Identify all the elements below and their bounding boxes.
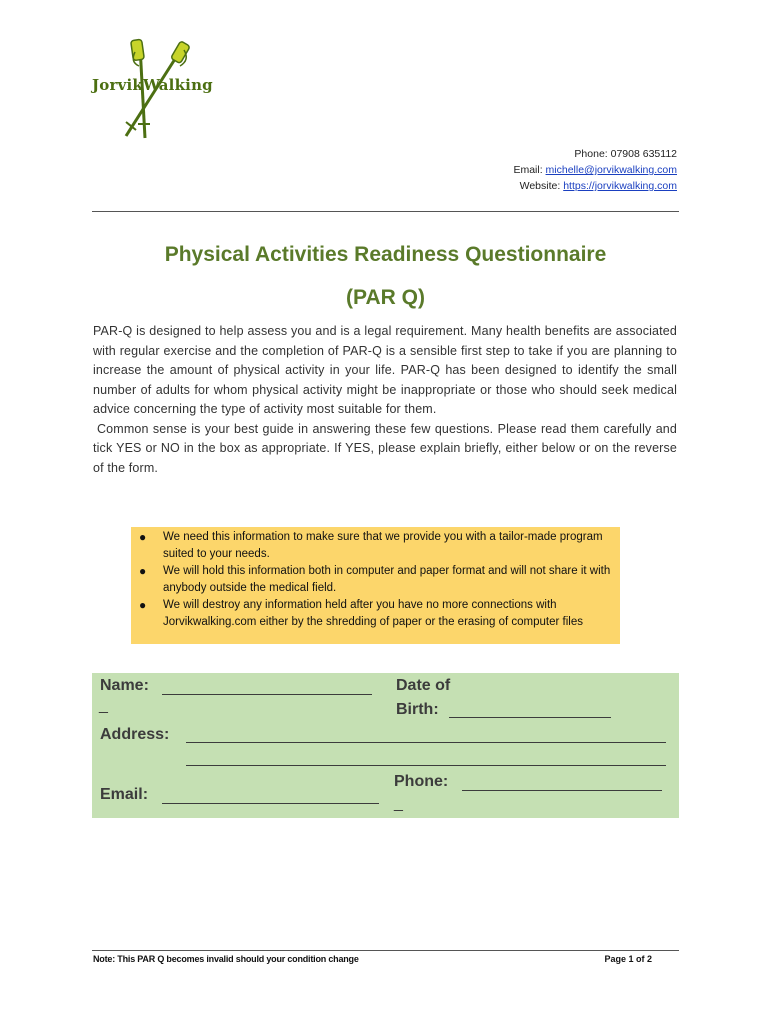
- notice-item-text: We will destroy any information held after you have no more connections with Jorvikwalking.com either by the shredding of paper or the erasing of computer files: [163, 599, 583, 628]
- website-label: Website:: [519, 180, 561, 192]
- dob-label-line2: Birth:: [396, 701, 439, 718]
- contact-website: [513, 178, 677, 194]
- intro-paragraph-2: Common sense is your best guide in answering these few questions. Please read them carefully and tick YES or NO in the box as appropriate. If YES, please explain briefly, either below or on the reverse of the form.: [93, 421, 677, 475]
- address-label: Address:: [100, 726, 170, 743]
- personal-details-form: [92, 673, 679, 818]
- footer-divider: [92, 950, 679, 951]
- email-label: Email:: [513, 164, 543, 176]
- email-link[interactable]: michelle@jorvikwalking.com: [545, 164, 677, 176]
- logo: [88, 38, 228, 143]
- notice-item: [139, 597, 620, 631]
- email-field[interactable]: [162, 803, 379, 804]
- address-field-line-2[interactable]: [186, 765, 666, 766]
- page-title: Physical Activities Readiness Questionnaire: [164, 243, 607, 266]
- phone-field-tail: _: [394, 795, 403, 812]
- phone-field-label: Phone:: [394, 773, 449, 790]
- dob-label-line1: Date of: [396, 677, 451, 694]
- phone-field[interactable]: [462, 790, 662, 791]
- email-field-label: Email:: [100, 786, 149, 803]
- intro-text: [93, 322, 677, 478]
- footer-note: Note: This PAR Q becomes invalid should your condition change: [93, 954, 359, 964]
- bullet-icon: ●: [139, 530, 147, 544]
- contact-phone: [513, 146, 677, 162]
- address-field-line-1[interactable]: [186, 742, 666, 743]
- name-field-tail: _: [99, 697, 108, 714]
- notice-item-text: We will hold this information both in computer and paper format and will not share it with anybody outside the medical field.: [163, 565, 611, 594]
- bullet-icon: ●: [139, 598, 147, 612]
- page-number: Page 1 of 2: [604, 954, 652, 964]
- page-subtitle: (PAR Q): [346, 286, 425, 309]
- name-label: Name:: [100, 677, 149, 694]
- data-notice-box: [131, 527, 620, 644]
- logo-text: JorvikWalking: [92, 76, 213, 94]
- contact-email: [513, 162, 677, 178]
- notice-item: [139, 529, 620, 563]
- phone-label: Phone:: [574, 148, 608, 160]
- intro-paragraph-1: PAR-Q is designed to help assess you and is a legal requirement. Many health benefits are associated with regular exercise and the completion of PAR-Q is a sensible first step to take if you are planning to increase the amount of physical activity in your life. PAR-Q has been designed to identify the small number of adults for whom physical activity might be inappropriate or those who should seek medical advice concerning the type of activity most suitable for them.: [93, 324, 677, 416]
- website-link[interactable]: https://jorvikwalking.com: [563, 180, 677, 192]
- contact-block: [513, 146, 677, 194]
- bullet-icon: ●: [139, 564, 147, 578]
- notice-item-text: We need this information to make sure that we provide you with a tailor-made program suited to your needs.: [163, 531, 603, 560]
- header-divider: [92, 211, 679, 212]
- notice-list: [131, 527, 620, 631]
- phone-value: 07908 635112: [610, 148, 677, 160]
- name-field[interactable]: [162, 694, 372, 695]
- dob-field[interactable]: [449, 717, 611, 718]
- notice-item: [139, 563, 620, 597]
